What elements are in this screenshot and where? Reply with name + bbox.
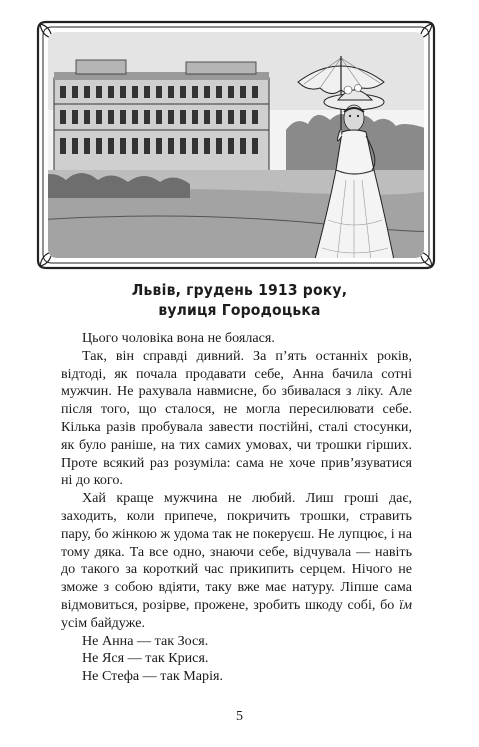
paragraph: Так, він справді дивний. За п’ять останніх років, відтоді, як почала продавати себе, Анна бачила сотні мужчин. Не рахувала навмисне, бо збивалася з ліку. Але після того, що сталося, не могла пересилювати себе. Кілька разів пробувала завести постійні, сталі стосунки, як було раніше, на тих самих умовах, чи трошки гірших. Проте всякий раз розуміла: сама не хоче прив’язуватися ні до кого. (61, 347, 412, 489)
paragraph: Не Анна — так Зося. (82, 632, 209, 649)
paragraph: Цього чоловіка вона не боялася. (82, 330, 275, 346)
paragraph: Не Яся — так Крися. (82, 650, 209, 667)
emphasized-word: їм (399, 596, 412, 613)
chapter-heading-line1: Львів, грудень 1913 року, (131, 281, 348, 299)
paragraph-text: Хай краще мужчина не любий. Лиш гроші дає, заходить, коли припече, покричить трошки, стравить пару, бо жінкою ж удома так не покеруєш. Не лупцює, і на тому дяка. Та все одно, знаючи себе, відчувала — навіть до такого за короткий час прикипить серцем. Нічого не зможе з собою вдіяти, таку вже має натуру. Ліпше сама відмовиться, розірве, прожене, зробить шкоду собі, бо (61, 490, 412, 613)
chapter-heading-line2: вулиця Городоцька (158, 301, 321, 319)
paragraph (61, 490, 412, 632)
paragraph: Не Стефа — так Марія. (82, 668, 223, 685)
chapter-heading (0, 280, 479, 320)
chapter-illustration (36, 20, 436, 270)
page-number: 5 (236, 709, 243, 724)
paragraph-text: усім байдуже. (61, 614, 145, 631)
body-text (61, 330, 412, 686)
